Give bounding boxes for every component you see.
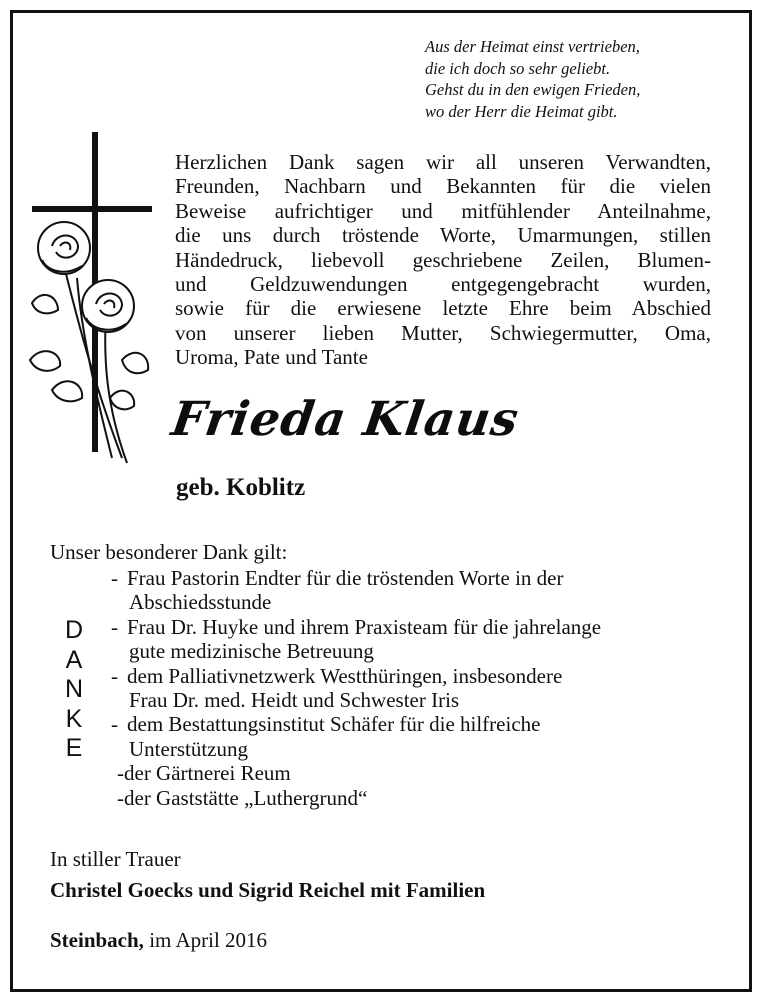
- list-item: [105, 786, 725, 810]
- danke-letter: N: [64, 675, 84, 703]
- list-item-line: Abschiedsstunde: [129, 590, 272, 615]
- list-item-line: -der Gaststätte „Luthergrund“: [117, 785, 368, 810]
- list-item: [105, 566, 725, 615]
- intro-line: Freunden, Nachbarn und Bekannten für die vielen: [175, 174, 711, 199]
- list-item-line: Frau Dr. Huyke und ihrem Praxisteam für die jahrelange: [127, 614, 602, 639]
- poem-line: wo der Herr die Heimat gibt.: [425, 101, 618, 121]
- intro-text: [175, 150, 711, 370]
- list-item-line: Frau Pastorin Endter für die tröstenden Worte in der: [127, 566, 564, 590]
- date: im April 2016: [149, 928, 268, 952]
- intro-line: Herzlichen Dank sagen wir all unseren Verwandten,: [175, 150, 711, 174]
- cross-with-roses-icon: [22, 128, 152, 478]
- intro-line: Händedruck, liebevoll geschriebene Zeilen, Blumen-: [175, 247, 711, 272]
- place: Steinbach,: [50, 928, 144, 952]
- intro-line: sowie für die erwiesene letzte Ehre beim Abschied: [175, 296, 711, 321]
- intro-line: Beweise aufrichtiger und mitfühlender Anteilnahme,: [175, 198, 711, 223]
- danke-letter: A: [65, 645, 83, 674]
- mourning-text: In stiller Trauer: [50, 847, 181, 871]
- list-dash: -: [111, 566, 118, 590]
- intro-line: von unserer lieben Mutter, Schwiegermutter, Oma,: [175, 320, 711, 345]
- list-item-line: dem Palliativnetzwerk Westthüringen, insbesondere: [127, 663, 563, 688]
- family-signature: Christel Goecks und Sigrid Reichel mit Familien: [50, 878, 486, 902]
- poem: [425, 36, 735, 122]
- intro-line: Uroma, Pate und Tante: [175, 345, 368, 370]
- danke-letter: D: [64, 616, 84, 644]
- thanks-heading: Unser besonderer Dank gilt:: [50, 540, 288, 564]
- danke-vertical: [60, 616, 88, 764]
- list-item: [105, 664, 725, 713]
- list-dash: -: [111, 614, 118, 639]
- list-item: [105, 761, 725, 785]
- poem-line: Gehst du in den ewigen Frieden,: [425, 80, 641, 99]
- poem-line: die ich doch so sehr geliebt.: [425, 58, 611, 78]
- intro-line: die uns durch tröstende Worte, Umarmungen, stillen: [175, 223, 711, 248]
- danke-letter: E: [65, 734, 83, 762]
- list-item-line: gute medizinische Betreuung: [129, 639, 374, 664]
- list-item: [105, 712, 725, 761]
- deceased-name: Frieda Klaus: [168, 392, 523, 447]
- place-date: [50, 928, 267, 952]
- list-dash: -: [111, 712, 118, 737]
- intro-line: und Geldzuwendungen entgegengebracht wurden,: [175, 272, 711, 297]
- list-dash: -: [111, 663, 118, 688]
- maiden-name: geb. Koblitz: [176, 474, 306, 501]
- list-item-line: -der Gärtnerei Reum: [117, 761, 291, 786]
- list-item-line: Frau Dr. med. Heidt und Schwester Iris: [129, 688, 460, 713]
- danke-letter: K: [65, 704, 83, 733]
- list-item-line: Unterstützung: [129, 736, 248, 761]
- list-item-line: dem Bestattungsinstitut Schäfer für die hilfreiche: [127, 712, 541, 737]
- list-item: [105, 615, 725, 664]
- thanks-list: [105, 566, 725, 810]
- poem-line: Aus der Heimat einst vertrieben,: [425, 37, 640, 56]
